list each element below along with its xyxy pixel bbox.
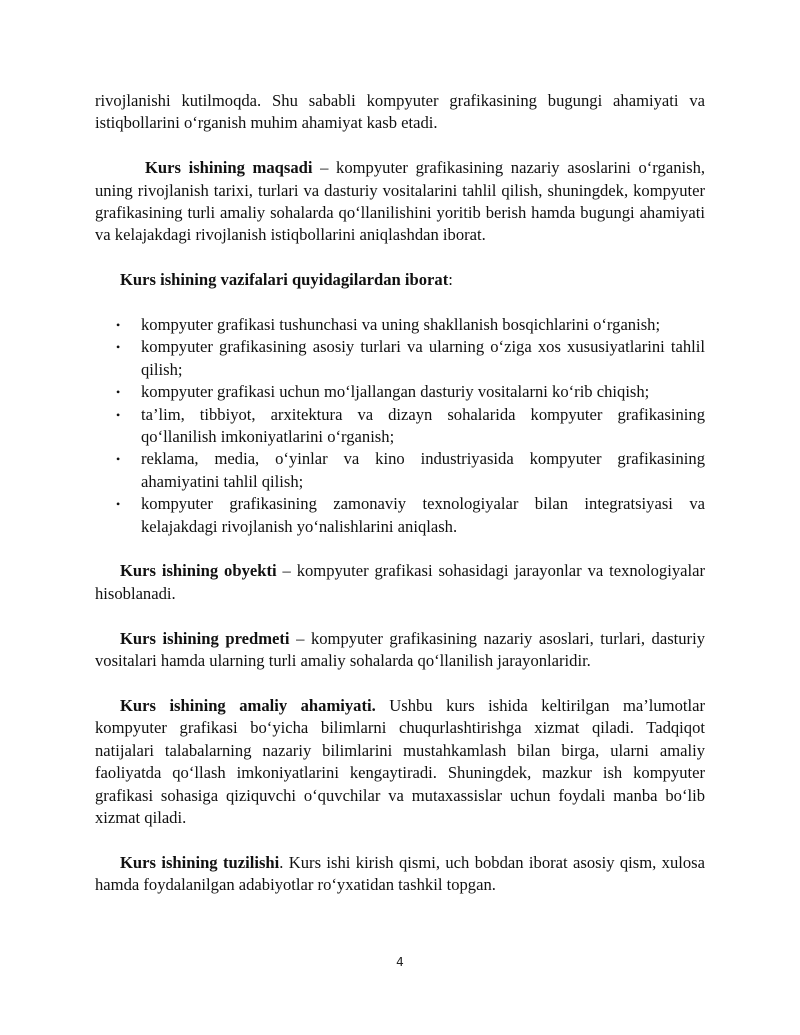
amaliy-text: Ushbu kurs ishida keltirilgan ma’lumotlar kompyuter grafikasi bo‘yicha bilimlarni chuqurlashtirishga xizmat qiladi. Tadqiqot natijalari talabalarning nazariy bilimlarini mustahkamlash bilan birga, ularni amaliy faoliyatda qo‘llash imkoniyatlarini kengaytiradi. Shuningdek, mazkur ish kompyuter grafikasi sohasiga qiziquvchi o‘quvchilar va mutaxassislar uchun foydali manba bo‘lib xizmat qiladi. xyxy=(95,695,705,827)
obyekt-label: Kurs ishining obyekti xyxy=(120,561,277,581)
list-item xyxy=(95,404,705,449)
list-item xyxy=(95,493,705,538)
maqsad-paragraph xyxy=(95,157,705,247)
obyekt-text: – kompyuter grafikasi sohasidagi jarayonlar va texnologiyalar hisoblanadi. xyxy=(95,561,705,603)
list-item xyxy=(95,314,705,336)
predmet-label: Kurs ishining predmeti xyxy=(120,628,290,648)
list-item xyxy=(95,381,705,403)
tuzilish-paragraph xyxy=(95,852,705,897)
intro-paragraph: rivojlanishi kutilmoqda. Shu sababli kompyuter grafikasining bugungi ahamiyati va istiqbollarini o‘rganish muhim ahamiyat kasb etadi. xyxy=(95,91,705,133)
list-item xyxy=(95,336,705,381)
bullet-icon: • xyxy=(116,385,121,400)
document-page xyxy=(95,90,705,897)
maqsad-label: Kurs ishining maqsadi xyxy=(145,158,313,178)
amaliy-label: Kurs ishining amaliy ahamiyati. xyxy=(120,695,376,715)
vazifalar-colon: : xyxy=(448,270,453,290)
tuzilish-label: Kurs ishining tuzilishi xyxy=(120,852,280,872)
list-item-text: reklama, media, o‘yinlar va kino industriyasida kompyuter grafikasining ahamiyatini tahlil qilish; xyxy=(141,449,705,491)
vazifalar-label: Kurs ishining vazifalari quyidagilardan iborat xyxy=(120,270,449,290)
bullet-icon: • xyxy=(116,340,121,355)
bullet-icon: • xyxy=(116,497,121,512)
vazifalar-heading xyxy=(95,269,705,291)
bullet-icon: • xyxy=(116,452,121,467)
page-number: 4 xyxy=(396,955,404,969)
predmet-text: – kompyuter grafikasining nazariy asoslari, turlari, dasturiy vositalari hamda ularning turli amaliy sohalarda qo‘llanilish jarayonlaridir. xyxy=(95,628,705,671)
list-item-text: kompyuter grafikasi uchun mo‘ljallangan dasturiy vositalarni ko‘rib chiqish; xyxy=(141,382,650,402)
list-item-text: kompyuter grafikasining zamonaviy texnologiyalar bilan integratsiyasi va kelajakdagi rivojlanish yo‘nalishlarini aniqlash. xyxy=(141,494,705,536)
list-item-text: kompyuter grafikasining asosiy turlari va ularning o‘ziga xos xususiyatlarini tahlil qilish; xyxy=(141,337,705,379)
amaliy-paragraph xyxy=(95,695,705,829)
list-item-text: kompyuter grafikasi tushunchasi va uning shakllanish bosqichlarini o‘rganish; xyxy=(141,315,661,335)
tasks-list xyxy=(95,314,705,538)
maqsad-text: – kompyuter grafikasining nazariy asoslarini o‘rganish, uning rivojlanish tarixi, turlari va dasturiy vositalarini tahlil qilish, shuningdek, kompyuter grafikasining turli amaliy sohalarda qo‘llanilishini yoritib berish hamda bugungi ahamiyati va kelajakdagi rivojlanish istiqbollarini aniqlashdan iborat. xyxy=(95,158,706,245)
list-item xyxy=(95,448,705,493)
bullet-icon: • xyxy=(116,318,121,333)
tuzilish-text: . Kurs ishi kirish qismi, uch bobdan iborat asosiy qism, xulosa hamda foydalanilgan adabiyotlar ro‘yxatidan tashkil topgan. xyxy=(95,852,705,895)
predmet-paragraph xyxy=(95,628,705,673)
bullet-icon: • xyxy=(116,407,121,422)
obyekt-paragraph xyxy=(95,560,705,605)
list-item-text: ta’lim, tibbiyot, arxitektura va dizayn sohalarida kompyuter grafikasining qo‘llanilish imkoniyatlarini o‘rganish; xyxy=(141,404,705,447)
